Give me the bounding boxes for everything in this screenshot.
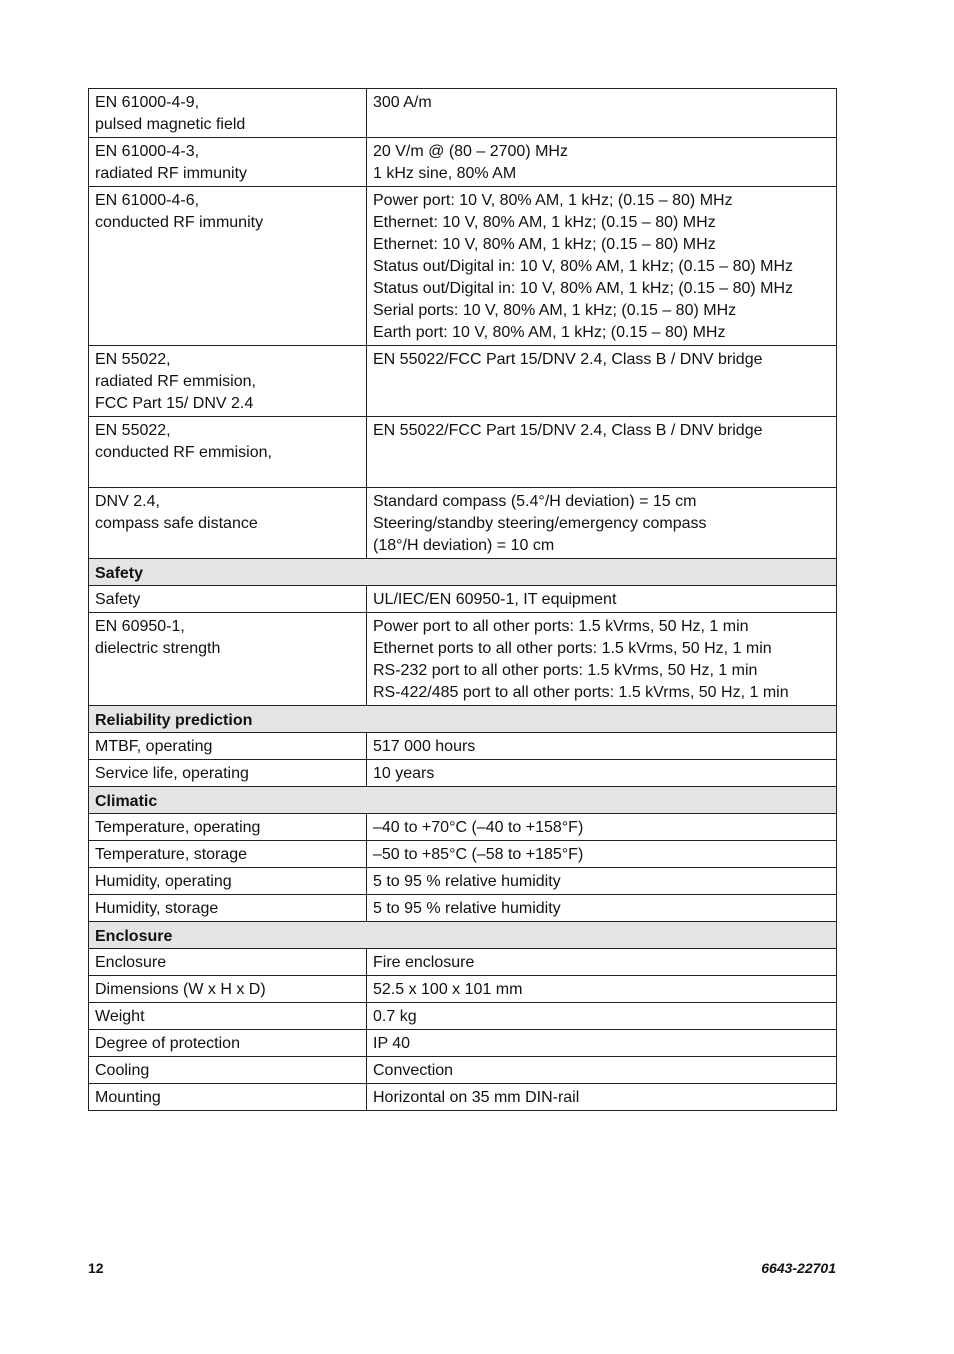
spec-label-line: Temperature, operating [95, 819, 261, 836]
spec-label-line: Degree of protection [95, 1035, 240, 1052]
spec-value-line: –40 to +70°C (–40 to +158°F) [373, 819, 584, 836]
table-row [89, 976, 837, 1003]
spec-value-line: 5 to 95 % relative humidity [373, 873, 561, 890]
spec-value-line: Steering/standby steering/emergency compass [373, 515, 707, 532]
spec-label-line: conducted RF immunity [95, 214, 264, 231]
section-header: Reliability prediction [89, 706, 837, 733]
spec-label-cell [89, 949, 367, 976]
spec-value-cell [367, 586, 837, 613]
table-row [89, 949, 837, 976]
spec-value-line: Ethernet ports to all other ports: 1.5 kVrms, 50 Hz, 1 min [373, 640, 772, 657]
spec-label-line: Temperature, storage [95, 846, 248, 863]
table-row [89, 417, 837, 488]
spec-label-cell [89, 187, 367, 346]
spec-label-cell [89, 417, 367, 488]
spec-value-line: 300 A/m [373, 94, 432, 111]
section-header-row [89, 787, 837, 814]
spec-label-line: DNV 2.4, [95, 493, 160, 510]
spec-value-line: RS-232 port to all other ports: 1.5 kVrms, 50 Hz, 1 min [373, 662, 758, 679]
spec-value-line: Power port to all other ports: 1.5 kVrms, 50 Hz, 1 min [373, 618, 749, 635]
table-row [89, 586, 837, 613]
table-row [89, 1003, 837, 1030]
spec-value-line: 52.5 x 100 x 101 mm [373, 981, 523, 998]
table-row [89, 733, 837, 760]
spec-label-cell [89, 760, 367, 787]
spec-label-line: Weight [95, 1008, 145, 1025]
spec-label-cell [89, 138, 367, 187]
section-header-row [89, 922, 837, 949]
table-row [89, 613, 837, 706]
spec-label-line: radiated RF immunity [95, 165, 248, 182]
spec-label-cell [89, 976, 367, 1003]
spec-label-cell [89, 613, 367, 706]
spec-value-cell [367, 733, 837, 760]
spec-value-line: EN 55022/FCC Part 15/DNV 2.4, Class B / DNV bridge [373, 351, 763, 368]
section-header: Climatic [89, 787, 837, 814]
document-number: 6643-22701 [761, 1260, 836, 1276]
spec-value-cell [367, 814, 837, 841]
spec-value-cell [367, 89, 837, 138]
spec-value-line: 5 to 95 % relative humidity [373, 900, 561, 917]
section-header-row [89, 706, 837, 733]
spec-value-line: Serial ports: 10 V, 80% AM, 1 kHz; (0.15 – 80) MHz [373, 302, 737, 319]
spec-label-line: Humidity, storage [95, 900, 219, 917]
spec-value-cell [367, 1003, 837, 1030]
spec-label-cell [89, 89, 367, 138]
section-header: Safety [89, 559, 837, 586]
spec-value-line: Horizontal on 35 mm DIN-rail [373, 1089, 580, 1106]
spec-label-line: dielectric strength [95, 640, 221, 657]
spec-label-line: Humidity, operating [95, 873, 232, 890]
spec-label-cell [89, 346, 367, 417]
spec-value-line: Fire enclosure [373, 954, 475, 971]
spec-table [88, 88, 837, 1111]
spec-label-cell [89, 488, 367, 559]
spec-value-cell [367, 417, 837, 488]
table-row [89, 868, 837, 895]
spec-label-cell [89, 1003, 367, 1030]
spec-value-cell [367, 346, 837, 417]
spec-value-cell [367, 976, 837, 1003]
spec-value-line: IP 40 [373, 1035, 411, 1052]
spec-label-line: EN 61000-4-6, [95, 192, 200, 209]
spec-label-line: Safety [95, 591, 141, 608]
table-row [89, 1084, 837, 1111]
spec-label-line: EN 55022, [95, 422, 171, 439]
spec-value-line: 517 000 hours [373, 738, 476, 755]
table-row [89, 841, 837, 868]
spec-value-cell [367, 1030, 837, 1057]
spec-value-line: 0.7 kg [373, 1008, 417, 1025]
spec-value-line: Convection [373, 1062, 454, 1079]
spec-label-line: Mounting [95, 1089, 161, 1106]
spec-value-cell [367, 949, 837, 976]
spec-label-cell [89, 841, 367, 868]
spec-value-line: Ethernet: 10 V, 80% AM, 1 kHz; (0.15 – 80) MHz [373, 236, 716, 253]
spec-label-line: MTBF, operating [95, 738, 213, 755]
spec-value-cell [367, 613, 837, 706]
spec-value-line: EN 55022/FCC Part 15/DNV 2.4, Class B / DNV bridge [373, 422, 763, 439]
spec-label-cell [89, 586, 367, 613]
spec-label-line: radiated RF emmision, [95, 373, 256, 390]
page-number: 12 [88, 1260, 104, 1276]
table-row [89, 760, 837, 787]
spec-label-line: EN 60950-1, [95, 618, 185, 635]
spec-value-line: RS-422/485 port to all other ports: 1.5 kVrms, 50 Hz, 1 min [373, 684, 789, 701]
table-row [89, 138, 837, 187]
spec-label-cell [89, 868, 367, 895]
table-row [89, 1057, 837, 1084]
spec-value-cell [367, 841, 837, 868]
spec-value-cell [367, 187, 837, 346]
table-row [89, 488, 837, 559]
spec-value-cell [367, 488, 837, 559]
spec-label-cell [89, 895, 367, 922]
spec-value-cell [367, 895, 837, 922]
spec-label-cell [89, 1030, 367, 1057]
table-row [89, 89, 837, 138]
spec-label-cell [89, 1057, 367, 1084]
spec-label-line: compass safe distance [95, 515, 258, 532]
spec-label-line: Service life, operating [95, 765, 249, 782]
spec-value-cell [367, 138, 837, 187]
spec-value-line: Earth port: 10 V, 80% AM, 1 kHz; (0.15 – 80) MHz [373, 324, 726, 341]
spec-value-cell [367, 868, 837, 895]
spec-value-cell [367, 760, 837, 787]
spec-label-cell [89, 814, 367, 841]
spec-label-line: EN 61000-4-9, [95, 94, 200, 111]
table-row [89, 895, 837, 922]
section-header: Enclosure [89, 922, 837, 949]
spec-value-cell [367, 1084, 837, 1111]
spec-label-line: Enclosure [95, 954, 167, 971]
spec-value-line: Status out/Digital in: 10 V, 80% AM, 1 kHz; (0.15 – 80) MHz [373, 280, 794, 297]
spec-label-line: EN 55022, [95, 351, 171, 368]
table-row [89, 187, 837, 346]
section-header-row [89, 559, 837, 586]
spec-value-line: 20 V/m @ (80 – 2700) MHz [373, 143, 568, 160]
spec-label-cell [89, 1084, 367, 1111]
table-row [89, 1030, 837, 1057]
spec-value-cell [367, 1057, 837, 1084]
spec-label-line: Dimensions (W x H x D) [95, 981, 266, 998]
spec-value-line: UL/IEC/EN 60950-1, IT equipment [373, 591, 617, 608]
spec-label-cell [89, 733, 367, 760]
spec-label-line: pulsed magnetic field [95, 116, 246, 133]
spec-label-line: Cooling [95, 1062, 150, 1079]
spec-table-body [89, 89, 837, 1111]
spec-value-line: 10 years [373, 765, 435, 782]
spec-value-line: Ethernet: 10 V, 80% AM, 1 kHz; (0.15 – 80) MHz [373, 214, 716, 231]
table-row [89, 346, 837, 417]
spec-label-line: conducted RF emmision, [95, 444, 272, 461]
spec-value-line: (18°/H deviation) = 10 cm [373, 537, 555, 554]
spec-value-line: Status out/Digital in: 10 V, 80% AM, 1 kHz; (0.15 – 80) MHz [373, 258, 794, 275]
table-row [89, 814, 837, 841]
spec-value-line: Standard compass (5.4°/H deviation) = 15 cm [373, 493, 697, 510]
spec-value-line: Power port: 10 V, 80% AM, 1 kHz; (0.15 – 80) MHz [373, 192, 733, 209]
spec-label-line: FCC Part 15/ DNV 2.4 [95, 395, 254, 412]
spec-label-line: EN 61000-4-3, [95, 143, 200, 160]
spec-value-line: –50 to +85°C (–58 to +185°F) [373, 846, 584, 863]
spec-value-line: 1 kHz sine, 80% AM [373, 165, 517, 182]
